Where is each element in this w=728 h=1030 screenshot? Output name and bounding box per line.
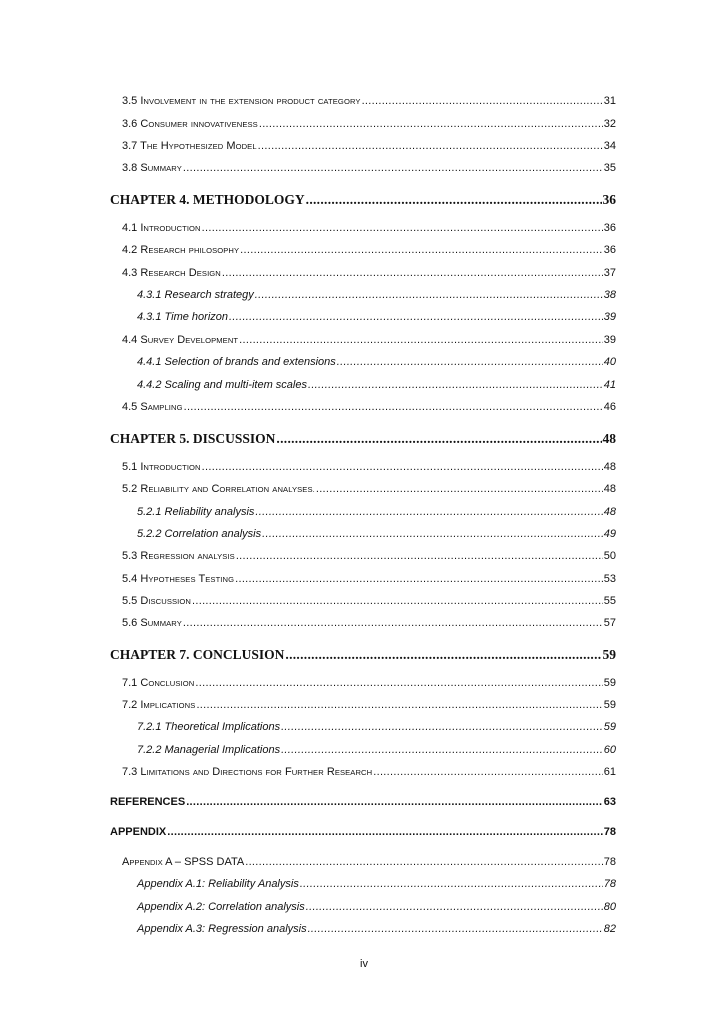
toc-entry-title: 4.4.2 Scaling and multi-item scales (137, 379, 307, 391)
toc-entry[interactable] (122, 766, 616, 778)
toc-entry[interactable] (122, 461, 616, 473)
toc-entry[interactable] (137, 311, 616, 323)
toc-leader-dots (255, 289, 603, 301)
toc-leader-dots (192, 595, 603, 607)
toc-page-number: 60 (603, 744, 616, 756)
toc-page-number: 49 (603, 528, 616, 540)
toc-entry[interactable] (122, 267, 616, 279)
toc-page-number: 39 (603, 311, 616, 323)
toc-entry-title: CHAPTER 4. METHODOLOGY (110, 192, 305, 207)
toc-page-number: 48 (603, 483, 616, 495)
toc-entry[interactable] (122, 118, 616, 130)
toc-page-number: 78 (603, 826, 616, 838)
toc-entry-title: 5.2.2 Correlation analysis (137, 528, 262, 540)
toc-leader-dots (308, 923, 603, 935)
toc-leader-dots (195, 677, 602, 689)
toc-entry-title: 5.5 DISCUSSION (122, 595, 191, 607)
toc-entry[interactable] (110, 431, 616, 447)
toc-page-number: 48 (603, 506, 616, 518)
toc-leader-dots (373, 766, 603, 778)
toc-entry[interactable] (122, 677, 616, 689)
toc-page-number: 36 (602, 192, 616, 207)
toc-entry[interactable] (122, 244, 616, 256)
toc-page-number: 35 (603, 162, 616, 174)
toc-entry-title: Appendix A.1: Reliability Analysis (137, 878, 299, 890)
toc-leader-dots (167, 826, 603, 838)
toc-entry[interactable] (122, 334, 616, 346)
toc-leader-dots (285, 647, 601, 663)
toc-entry[interactable] (122, 699, 616, 711)
toc-entry[interactable] (137, 289, 616, 301)
toc-leader-dots (186, 796, 603, 808)
page-number-footer: iv (360, 958, 368, 970)
toc-leader-dots (255, 506, 602, 518)
toc-leader-dots (362, 95, 603, 107)
toc-entry[interactable] (137, 528, 616, 540)
toc-page-number: 59 (602, 647, 616, 662)
toc-page-number: 36 (603, 222, 616, 234)
toc-entry[interactable] (122, 856, 616, 868)
toc-leader-dots (239, 334, 603, 346)
toc-entry-title: 4.3.1 Time horizon (137, 311, 229, 323)
toc-leader-dots (202, 222, 603, 234)
toc-entry-title: 7.2.2 Managerial Implications (137, 744, 281, 756)
toc-page-number: 48 (603, 461, 616, 473)
toc-entry-title: 4.4 SURVEY DEVELOPMENT (122, 334, 239, 346)
toc-leader-dots (240, 244, 603, 256)
toc-page-number: 59 (603, 721, 616, 733)
toc-entry-title: 7.2.1 Theoretical Implications (137, 721, 281, 733)
toc-leader-dots (183, 162, 603, 174)
toc-leader-dots (316, 483, 603, 495)
toc-page-number: 59 (603, 699, 616, 711)
toc-page-number: 32 (603, 118, 616, 130)
toc-leader-dots (259, 118, 603, 130)
toc-entry[interactable] (110, 796, 616, 808)
toc-entry-title: APPENDIX (110, 826, 167, 838)
toc-entry[interactable] (137, 721, 616, 733)
toc-entry[interactable] (122, 162, 616, 174)
toc-leader-dots (222, 267, 603, 279)
toc-leader-dots (262, 528, 603, 540)
toc-leader-dots (235, 573, 603, 585)
toc-entry[interactable] (137, 379, 616, 391)
toc-entry-title: 5.2 RELIABILITY AND CORRELATION ANALYSES. (122, 483, 315, 495)
toc-entry[interactable] (137, 744, 616, 756)
toc-entry[interactable] (110, 647, 616, 663)
toc-entry[interactable] (122, 140, 616, 152)
toc-page-number: 39 (603, 334, 616, 346)
toc-entry[interactable] (137, 923, 616, 935)
toc-leader-dots (337, 356, 603, 368)
toc-entry[interactable] (122, 95, 616, 107)
toc-leader-dots (308, 379, 603, 391)
toc-page-number: 36 (603, 244, 616, 256)
toc-entry[interactable] (110, 826, 616, 838)
toc-leader-dots (245, 856, 603, 868)
toc-leader-dots (196, 699, 602, 711)
toc-leader-dots (276, 431, 601, 447)
toc-page-number: 38 (603, 289, 616, 301)
toc-entry[interactable] (122, 222, 616, 234)
toc-entry[interactable] (122, 550, 616, 562)
toc-entry-title: APPENDIX A – SPSS DATA (122, 856, 245, 868)
toc-entry-title: 5.4 HYPOTHESES TESTING (122, 573, 235, 585)
toc-entry-title: 7.1 CONCLUSION (122, 677, 195, 689)
toc-page-number: 82 (603, 923, 616, 935)
toc-page-number: 59 (603, 677, 616, 689)
toc-leader-dots (184, 401, 603, 413)
toc-entry[interactable] (122, 595, 616, 607)
toc-entry-title: 4.2 RESEARCH PHILOSOPHY (122, 244, 240, 256)
toc-entry[interactable] (122, 483, 616, 495)
toc-entry[interactable] (122, 617, 616, 629)
toc-page-number: 34 (603, 140, 616, 152)
toc-entry-title: CHAPTER 7. CONCLUSION (110, 647, 285, 662)
toc-leader-dots (306, 901, 603, 913)
toc-leader-dots (183, 617, 603, 629)
toc-page-number: 61 (603, 766, 616, 778)
toc-page-number: 78 (603, 856, 616, 868)
toc-entry-title: Appendix A.3: Regression analysis (137, 923, 307, 935)
toc-entry[interactable] (110, 192, 616, 208)
toc-entry-title: 4.4.1 Selection of brands and extensions (137, 356, 336, 368)
toc-leader-dots (281, 744, 603, 756)
toc-page-number: 55 (603, 595, 616, 607)
toc-page-number: 46 (603, 401, 616, 413)
toc-entry-title: Appendix A.2: Correlation analysis (137, 901, 305, 913)
toc-entry[interactable] (137, 901, 616, 913)
toc-entry-title: 5.1 INTRODUCTION (122, 461, 201, 473)
toc-page-number: 53 (603, 573, 616, 585)
toc-entry-title: 5.6 SUMMARY (122, 617, 182, 629)
toc-page-number: 50 (603, 550, 616, 562)
toc-entry-title: 3.7 THE HYPOTHESIZED MODEL (122, 140, 257, 152)
toc-entry-title: 4.5 SAMPLING (122, 401, 183, 413)
toc-leader-dots (229, 311, 603, 323)
toc-leader-dots (202, 461, 603, 473)
toc-page-number: 48 (602, 431, 616, 446)
toc-entry-title: CHAPTER 5. DISCUSSION (110, 431, 276, 446)
toc-leader-dots (306, 192, 602, 208)
toc-page-number: 40 (603, 356, 616, 368)
toc-leader-dots (300, 878, 603, 890)
toc-page-number: 41 (603, 379, 616, 391)
toc-entry-title: 4.3.1 Research strategy (137, 289, 254, 301)
toc-entry-title: 7.2 IMPLICATIONS (122, 699, 196, 711)
toc-page-number: 37 (603, 267, 616, 279)
toc-page-number: 57 (603, 617, 616, 629)
toc-page-number: 78 (603, 878, 616, 890)
toc-leader-dots (236, 550, 603, 562)
toc-entry-title: 7.3 LIMITATIONS AND DIRECTIONS FOR FURTHER RESEARCH (122, 766, 373, 778)
toc-page-number: 63 (603, 796, 616, 808)
toc-entry-title: 5.3 REGRESSION ANALYSIS (122, 550, 235, 562)
toc-entry[interactable] (137, 878, 616, 890)
toc-entry-title: 3.6 CONSUMER INNOVATIVENESS (122, 118, 258, 130)
toc-leader-dots (258, 140, 603, 152)
toc-entry-title: 5.2.1 Reliability analysis (137, 506, 255, 518)
toc-page-number: 80 (603, 901, 616, 913)
toc-leader-dots (281, 721, 603, 733)
toc-entry-title: 4.3 RESEARCH DESIGN (122, 267, 221, 279)
toc-entry-title: 3.8 SUMMARY (122, 162, 182, 174)
toc-entry-title: 3.5 INVOLVEMENT IN THE EXTENSION PRODUCT CATEGORY (122, 95, 361, 107)
toc-page-number: 31 (603, 95, 616, 107)
toc-entry[interactable] (137, 356, 616, 368)
toc-entry-title: 4.1 INTRODUCTION (122, 222, 201, 234)
toc-entry-title: REFERENCES (110, 796, 186, 808)
toc-entry[interactable] (137, 506, 616, 518)
toc-entry[interactable] (122, 401, 616, 413)
toc-entry[interactable] (122, 573, 616, 585)
